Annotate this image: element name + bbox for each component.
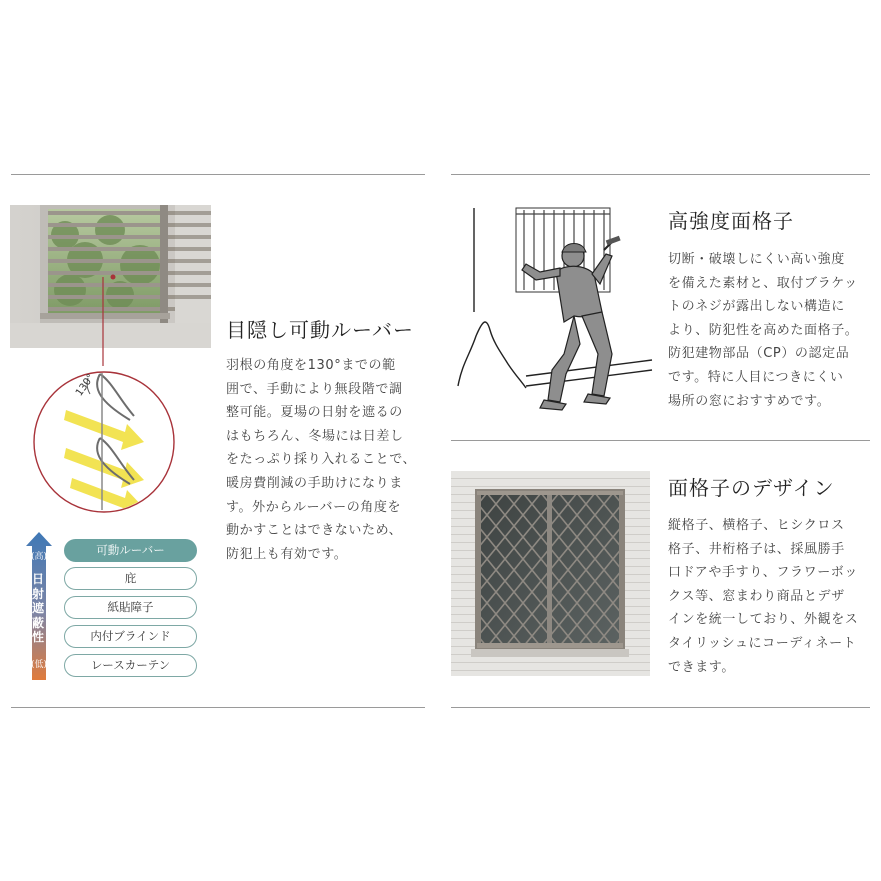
top-rule-right (451, 174, 870, 175)
axis-high-label: (高) (31, 552, 48, 562)
bottom-rule-right (451, 707, 870, 708)
description-line: です。特に人目につきにくい (668, 369, 844, 385)
axis-title-char: 日 (31, 572, 44, 586)
grille-design-description (668, 514, 858, 679)
axis-title (30, 572, 46, 645)
axis-title-char: 性 (31, 630, 44, 644)
description-line: 口ドアや手すり、フラワーボッ (668, 565, 859, 581)
ranking-item-eaves: 庇 (64, 567, 197, 590)
description-line: 動かすことはできないため、 (226, 523, 403, 539)
strong-grille-description (668, 248, 858, 413)
description-line: す。外からルーバーの角度を (226, 499, 402, 515)
description-line: をたっぷり採り入れることで、 (226, 452, 417, 468)
description-line: 防犯上も有効です。 (226, 546, 348, 562)
ranking-item-shoji: 紙貼障子 (64, 596, 197, 619)
axis-low-label: (低) (31, 660, 48, 670)
louver-angle-label: 130° (74, 372, 97, 399)
description-line: 場所の窓におすすめです。 (668, 393, 831, 409)
description-line: を備えた素材と、取付ブラケッ (668, 275, 858, 291)
description-line: できます。 (668, 659, 735, 675)
description-line: 縦格子、横格子、ヒシクロス (668, 518, 845, 533)
middle-rule-right (451, 440, 870, 441)
axis-title-char: 蔽 (31, 615, 44, 630)
description-line: 格子、井桁格子は、採風勝手 (668, 541, 845, 557)
description-line: 暖房費削減の手助けになりま (226, 475, 403, 491)
ranking-item-lace-curtain: レースカーテン (64, 654, 197, 677)
description-line: より、防犯性を高めた面格子。 (668, 322, 859, 338)
ranking-item-louver: 可動ルーバー (64, 539, 197, 562)
description-line: 防犯建物部品（CP）の認定品 (668, 346, 850, 362)
axis-title-char: 遮 (31, 601, 44, 615)
strong-grille-title: 高強度面格子 (668, 209, 794, 233)
description-line: 羽根の角度を130°までの範 (226, 358, 396, 373)
description-line: はもちろん、冬場には日差し (226, 428, 404, 444)
louver-title: 目隠し可動ルーバー (226, 318, 414, 342)
description-line: インを統一しており、外観をス (668, 612, 859, 628)
top-rule-left (11, 174, 425, 175)
description-line: 囲で、手動により無段階で調 (226, 381, 403, 397)
grille-design-title: 面格子のデザイン (668, 476, 835, 500)
bottom-rule-left (11, 707, 425, 708)
description-line: 切断・破壊しにくい高い強度 (668, 252, 845, 267)
burglar-illustration (456, 204, 656, 414)
axis-title-char: 射 (31, 586, 44, 601)
ranking-item-blind: 内付ブラインド (64, 625, 197, 648)
louver-description (226, 354, 416, 566)
description-line: 整可能。夏場の日射を遮るの (226, 405, 403, 421)
description-line: トのネジが露出しない構造に (668, 299, 845, 315)
lattice-window-photo (451, 471, 650, 676)
description-line: クス等、窓まわり商品とデザ (668, 588, 845, 604)
louver-detail-magnifier (30, 270, 190, 520)
description-line: タイリッシュにコーディネート (668, 635, 857, 651)
